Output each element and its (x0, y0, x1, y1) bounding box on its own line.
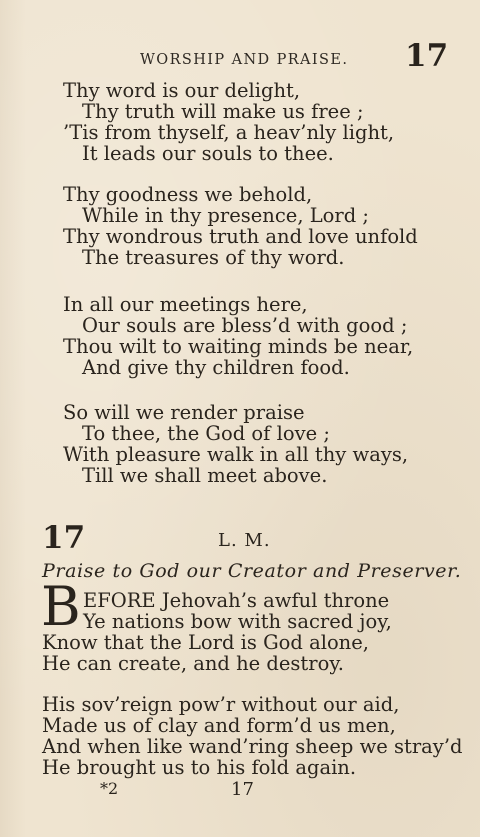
page-number-top: 17 (405, 38, 449, 74)
hymn-stanza-1-line-2: Ye nations bow with sacred joy, (83, 610, 392, 633)
hymn-meter: L. M. (218, 530, 271, 551)
running-head: WORSHIP AND PRAISE. (140, 52, 349, 68)
stanza-2-line-3: Thy wondrous truth and love unfold (63, 225, 418, 248)
stanza-4-line-1: So will we render praise (63, 401, 305, 424)
stanza-2-line-4: The treasures of thy word. (82, 246, 345, 269)
stanza-2-line-1: Thy goodness we behold, (63, 183, 313, 206)
stanza-4-line-2: To thee, the God of love ; (82, 422, 330, 445)
drop-cap: B (41, 575, 81, 638)
stanza-1-line-3: ’Tis from thyself, a heav’nly light, (63, 121, 395, 144)
hymn-stanza-2-line-4: He brought us to his fold again. (42, 756, 357, 779)
stanza-3-line-4: And give thy children food. (82, 356, 350, 379)
stanza-3-line-3: Thou wilt to waiting minds be near, (63, 335, 414, 358)
stanza-1-line-4: It leads our souls to thee. (82, 142, 334, 165)
stanza-3-line-2: Our souls are bless’d with good ; (82, 314, 408, 337)
hymn-title: Praise to God our Creator and Preserver. (42, 560, 462, 582)
stanza-3-line-1: In all our meetings here, (63, 293, 308, 316)
stanza-4-line-3: With pleasure walk in all thy ways, (63, 443, 409, 466)
hymn-stanza-1-line-1: EFORE Jehovah’s awful throne (83, 589, 390, 612)
stanza-1-line-2: Thy truth will make us free ; (82, 100, 364, 123)
stanza-1-line-1: Thy word is our delight, (63, 79, 301, 102)
page-number-bottom: 17 (231, 779, 254, 800)
hymn-stanza-2-line-1: His sov’reign pow’r without our aid, (42, 693, 400, 716)
stanza-2-line-2: While in thy presence, Lord ; (82, 204, 369, 227)
hymn-stanza-2-line-3: And when like wand’ring sheep we stray’d (42, 735, 463, 758)
hymn-stanza-1-line-3: Know that the Lord is God alone, (42, 631, 369, 654)
stanza-4-line-4: Till we shall meet above. (82, 464, 328, 487)
hymn-stanza-2-line-2: Made us of clay and form’d us men, (42, 714, 396, 737)
signature-mark: *2 (100, 779, 119, 798)
hymn-number: 17 (42, 520, 86, 556)
hymn-stanza-1-line-4: He can create, and he destroy. (42, 652, 344, 675)
